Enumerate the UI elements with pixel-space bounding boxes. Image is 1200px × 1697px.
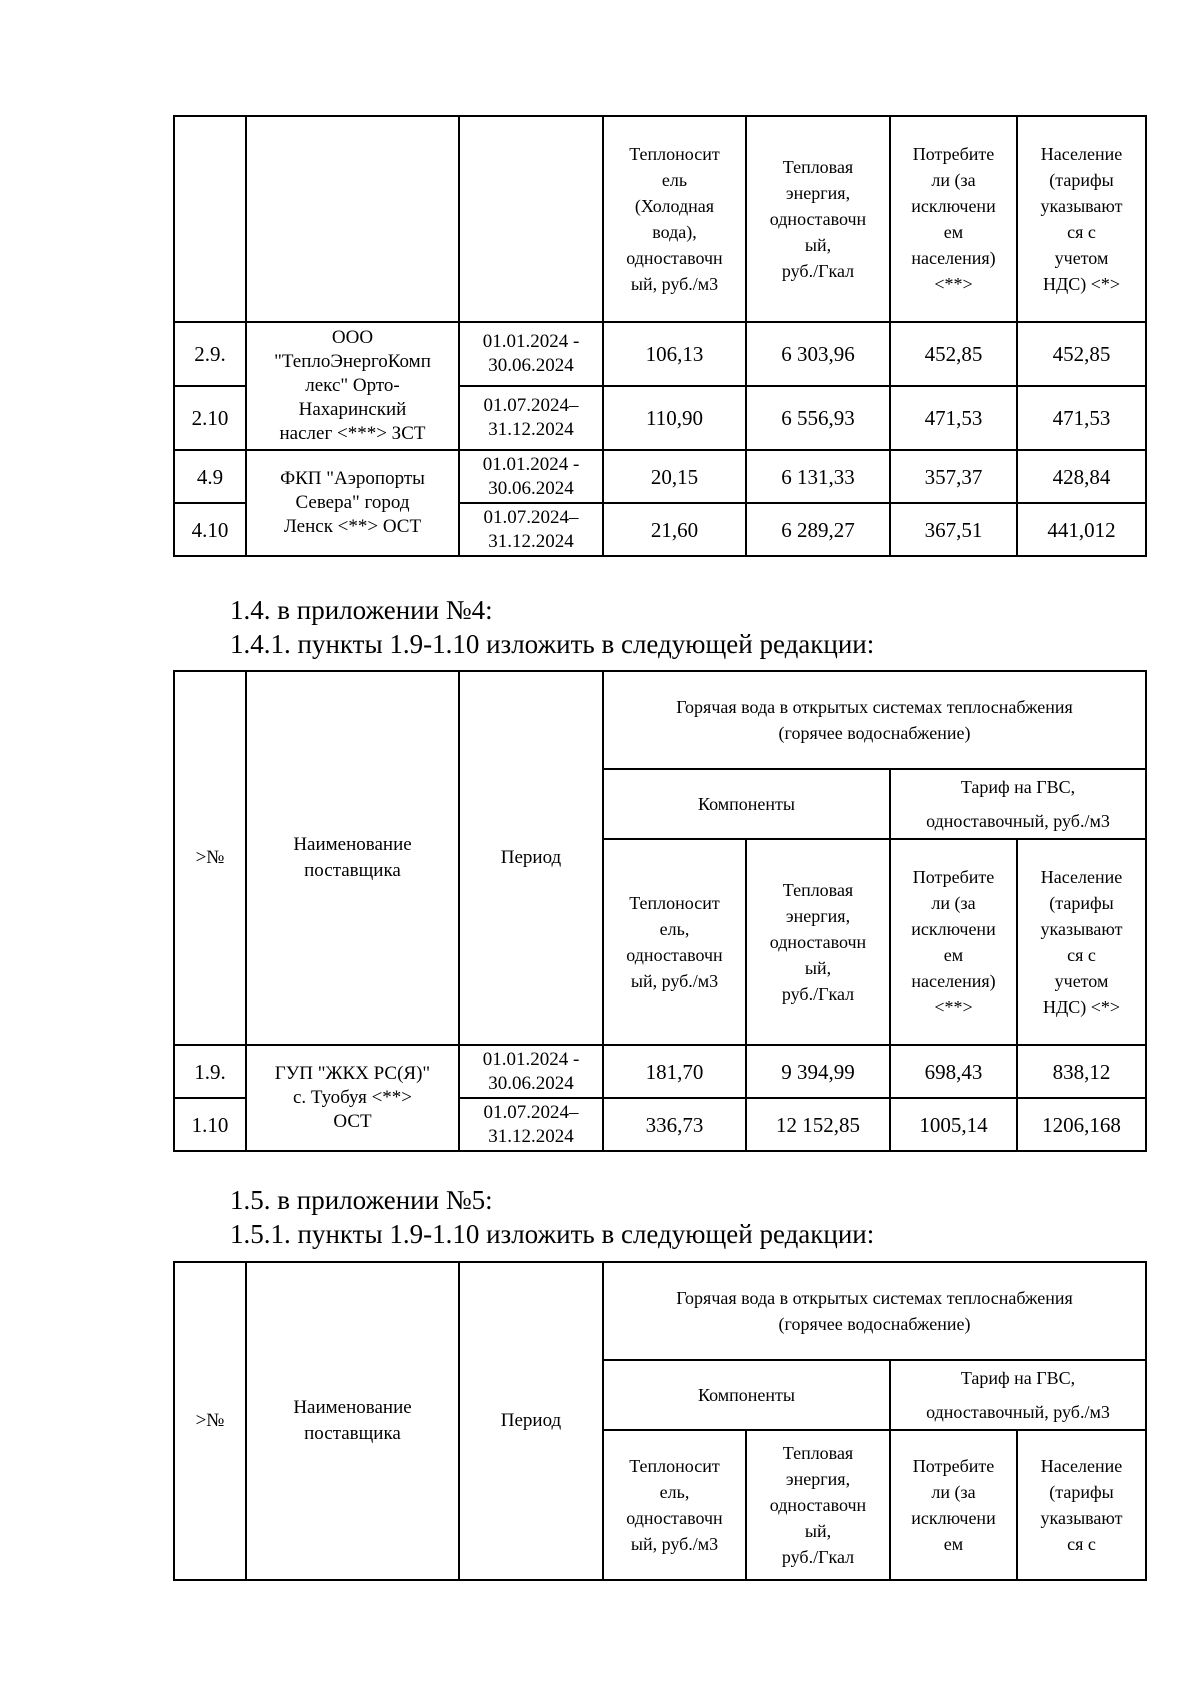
period: 01.07.2024– 31.12.2024 xyxy=(459,386,603,450)
table-row xyxy=(174,450,1146,503)
consumers-value: 452,85 xyxy=(890,322,1017,386)
period: 01.01.2024 - 30.06.2024 xyxy=(459,1045,603,1098)
consumers-value: 1005,14 xyxy=(890,1098,1017,1151)
heat-value: 6 303,96 xyxy=(746,322,890,386)
tariff-table-2 xyxy=(173,670,1147,1152)
supplier-name: ГУП "ЖКХ РС(Я)" с. Туобуя <**> ОСТ xyxy=(246,1045,459,1151)
header-supplier: Наименование поставщика xyxy=(246,1262,459,1580)
row-number: 1.10 xyxy=(174,1098,246,1151)
row-number: 1.9. xyxy=(174,1045,246,1098)
coolant-value: 336,73 xyxy=(603,1098,746,1151)
heat-value: 9 394,99 xyxy=(746,1045,890,1098)
header-coolant: Теплоносит ель (Холодная вода), одноставочн ый, руб./м3 xyxy=(603,116,746,322)
header-cell-empty-3 xyxy=(459,116,603,322)
header-number: >№ xyxy=(174,671,246,1045)
heat-value: 6 131,33 xyxy=(746,450,890,503)
header-hot-water-group: Горячая вода в открытых системах теплоснабжения (горячее водоснабжение) xyxy=(603,671,1146,769)
header-hot-water-group: Горячая вода в открытых системах теплоснабжения (горячее водоснабжение) xyxy=(603,1262,1146,1360)
coolant-value: 21,60 xyxy=(603,503,746,556)
header-population: Население (тарифы указывают ся с xyxy=(1017,1430,1146,1580)
row-number: 4.10 xyxy=(174,503,246,556)
tariff-table-1 xyxy=(173,115,1147,557)
population-value: 428,84 xyxy=(1017,450,1146,503)
consumers-value: 471,53 xyxy=(890,386,1017,450)
header-coolant: Теплоносит ель, одноставочн ый, руб./м3 xyxy=(603,1430,746,1580)
coolant-value: 181,70 xyxy=(603,1045,746,1098)
coolant-value: 110,90 xyxy=(603,386,746,450)
tariff-table-3 xyxy=(173,1261,1147,1581)
header-consumers: Потребите ли (за исключени ем xyxy=(890,1430,1017,1580)
period: 01.07.2024– 31.12.2024 xyxy=(459,503,603,556)
header-heat-energy: Тепловая энергия, одноставочн ый, руб./Гкал xyxy=(746,1430,890,1580)
section-1-5-heading: 1.5. в приложении №5: xyxy=(230,1185,493,1215)
heat-value: 6 289,27 xyxy=(746,503,890,556)
header-cell-empty-1 xyxy=(174,116,246,322)
header-population: Население (тарифы указывают ся с учетом НДС) <*> xyxy=(1017,116,1146,322)
population-value: 441,012 xyxy=(1017,503,1146,556)
period: 01.01.2024 - 30.06.2024 xyxy=(459,322,603,386)
coolant-value: 106,13 xyxy=(603,322,746,386)
supplier-name: ФКП "Аэропорты Севера" город Ленск <**> ОСТ xyxy=(246,450,459,556)
header-heat-energy: Тепловая энергия, одноставочн ый, руб./Гкал xyxy=(746,116,890,322)
heat-value: 6 556,93 xyxy=(746,386,890,450)
header-coolant: Теплоносит ель, одноставочн ый, руб./м3 xyxy=(603,839,746,1045)
section-1-5-1-text: 1.5.1. пункты 1.9-1.10 изложить в следующей редакции: xyxy=(230,1219,875,1249)
heat-value: 12 152,85 xyxy=(746,1098,890,1151)
header-components: Компоненты xyxy=(603,1360,890,1430)
header-cell-empty-2 xyxy=(246,116,459,322)
population-value: 452,85 xyxy=(1017,322,1146,386)
header-tariff: Тариф на ГВС, одноставочный, руб./м3 xyxy=(890,1360,1146,1430)
header-consumers: Потребите ли (за исключени ем населения) <**> xyxy=(890,116,1017,322)
table-row xyxy=(174,322,1146,386)
header-period: Период xyxy=(459,671,603,1045)
consumers-value: 367,51 xyxy=(890,503,1017,556)
header-heat-energy: Тепловая энергия, одноставочн ый, руб./Гкал xyxy=(746,839,890,1045)
header-components: Компоненты xyxy=(603,769,890,839)
population-value: 838,12 xyxy=(1017,1045,1146,1098)
header-period: Период xyxy=(459,1262,603,1580)
consumers-value: 698,43 xyxy=(890,1045,1017,1098)
population-value: 471,53 xyxy=(1017,386,1146,450)
section-1-4-heading: 1.4. в приложении №4: xyxy=(230,595,493,625)
row-number: 2.10 xyxy=(174,386,246,450)
coolant-value: 20,15 xyxy=(603,450,746,503)
header-population: Население (тарифы указывают ся с учетом НДС) <*> xyxy=(1017,839,1146,1045)
consumers-value: 357,37 xyxy=(890,450,1017,503)
period: 01.01.2024 - 30.06.2024 xyxy=(459,450,603,503)
population-value: 1206,168 xyxy=(1017,1098,1146,1151)
header-consumers: Потребите ли (за исключени ем населения) <**> xyxy=(890,839,1017,1045)
row-number: 2.9. xyxy=(174,322,246,386)
table-row xyxy=(174,1045,1146,1098)
supplier-name: ООО "ТеплоЭнергоКомп лекс" Орто- Нахаринский наслег <***> ЗСТ xyxy=(246,322,459,450)
row-number: 4.9 xyxy=(174,450,246,503)
header-number: >№ xyxy=(174,1262,246,1580)
period: 01.07.2024– 31.12.2024 xyxy=(459,1098,603,1151)
section-1-4-1-text: 1.4.1. пункты 1.9-1.10 изложить в следующей редакции: xyxy=(230,629,875,659)
header-tariff: Тариф на ГВС, одноставочный, руб./м3 xyxy=(890,769,1146,839)
header-supplier: Наименование поставщика xyxy=(246,671,459,1045)
